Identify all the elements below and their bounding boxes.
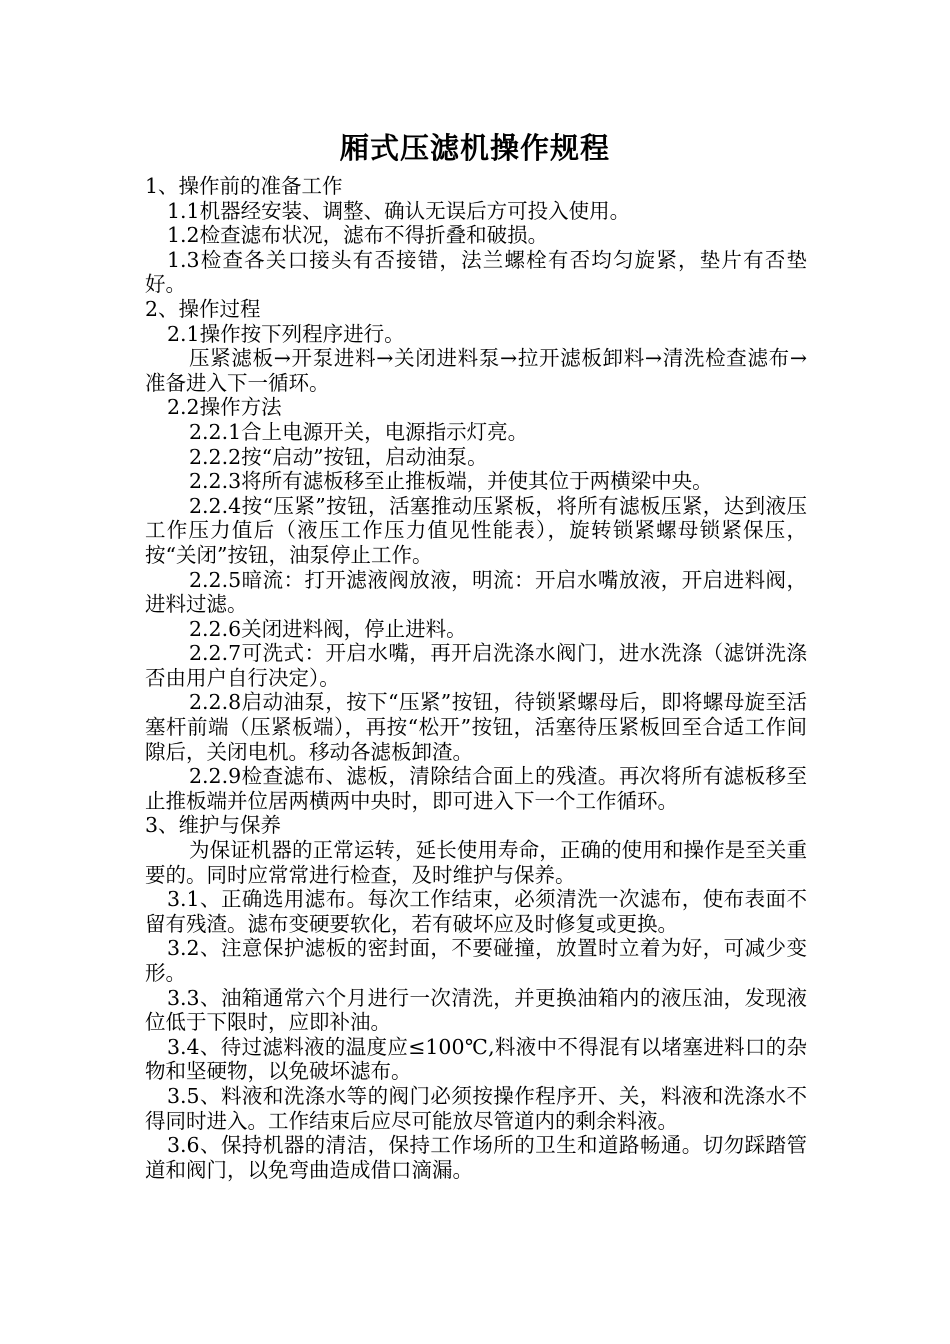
paragraph: 为保证机器的正常运转，延长使用寿命，正确的使用和操作是至关重要的。同时应常常进行检查，及时维护与保养。 — [145, 838, 807, 887]
paragraph: 2、操作过程 — [145, 296, 261, 321]
paragraph: 3.3、油箱通常六个月进行一次清洗，并更换油箱内的液压油，发现液位低于下限时，应即补油。 — [145, 985, 807, 1035]
paragraph: 3.6、保持机器的清洁，保持工作场所的卫生和道路畅通。切勿踩踏管道和阀门，以免弯曲造成借口滴漏。 — [145, 1133, 807, 1182]
paragraph: 2.2.5暗流：打开滤液阀放液，明流：开启水嘴放液，开启进料阀，进料过滤。 — [145, 567, 807, 617]
paragraph: 2.2操作方法 — [167, 395, 282, 420]
paragraph: 1、操作前的准备工作 — [145, 174, 343, 198]
paragraph: 2.2.6关闭进料阀，停止进料。 — [189, 616, 467, 641]
paragraph: 3.4、待过滤料液的温度应≤100℃,料液中不得混有以堵塞进料口的杂物和坚硬物，以免破坏滤布。 — [145, 1034, 807, 1084]
paragraph: 3、维护与保养 — [145, 813, 282, 838]
document-body — [145, 174, 807, 1182]
paragraph: 2.1操作按下列程序进行。 — [167, 321, 405, 346]
document-title: 厢式压滤机操作规程 — [339, 131, 610, 165]
paragraph: 3.5、料液和洗涤水等的阀门必须按操作程序开、关，料液和洗涤水不得同时进入。工作结束后应尽可能放尽管道内的剩余料液。 — [145, 1083, 807, 1133]
paragraph: 3.1、正确选用滤布。每次工作结束，必须清洗一次滤布，使布表面不留有残渣。滤布变硬要软化，若有破坏应及时修复或更换。 — [145, 887, 807, 936]
paragraph: 1.1机器经安装、调整、确认无误后方可投入使用。 — [167, 198, 631, 223]
paragraph: 压紧滤板→开泵进料→关闭进料泵→拉开滤板卸料→清洗检查滤布→准备进入下一循环。 — [145, 346, 807, 395]
paragraph: 2.2.4按“压紧”按钮，活塞推动压紧板，将所有滤板压紧，达到液压工作压力值后（液压工作压力值见性能表），旋转锁紧螺母锁紧保压，按“关闭”按钮，油泵停止工作。 — [145, 493, 807, 567]
paragraph: 2.2.1合上电源开关，电源指示灯亮。 — [189, 419, 529, 444]
paragraph: 2.2.7可洗式：开启水嘴，再开启洗涤水阀门，进水洗涤（滤饼洗涤否由用户自行决定）。 — [145, 641, 807, 690]
paragraph: 3.2、注意保护滤板的密封面，不要碰撞，放置时立着为好，可减少变形。 — [145, 936, 807, 985]
paragraph: 1.2检查滤布状况，滤布不得折叠和破损。 — [167, 223, 549, 248]
paragraph: 2.2.3将所有滤板移至止推板端，并使其位于两横梁中央。 — [189, 469, 713, 494]
paragraph: 2.2.8启动油泵，按下“压紧”按钮，待锁紧螺母后，即将螺母旋至活塞杆前端（压紧板端），再按“松开”按钮，活塞待压紧板回至合适工作间隙后，关闭电机。移动各滤板卸渣。 — [145, 690, 807, 764]
paragraph: 2.2.9检查滤布、滤板，清除结合面上的残渣。再次将所有滤板移至止推板端并位居两横两中央时，即可进入下一个工作循环。 — [145, 764, 807, 813]
paragraph: 1.3检查各关口接头有否接错，法兰螺栓有否均匀旋紧，垫片有否垫好。 — [145, 247, 807, 297]
paragraph: 2.2.2按“启动”按钮，启动油泵。 — [189, 444, 488, 469]
